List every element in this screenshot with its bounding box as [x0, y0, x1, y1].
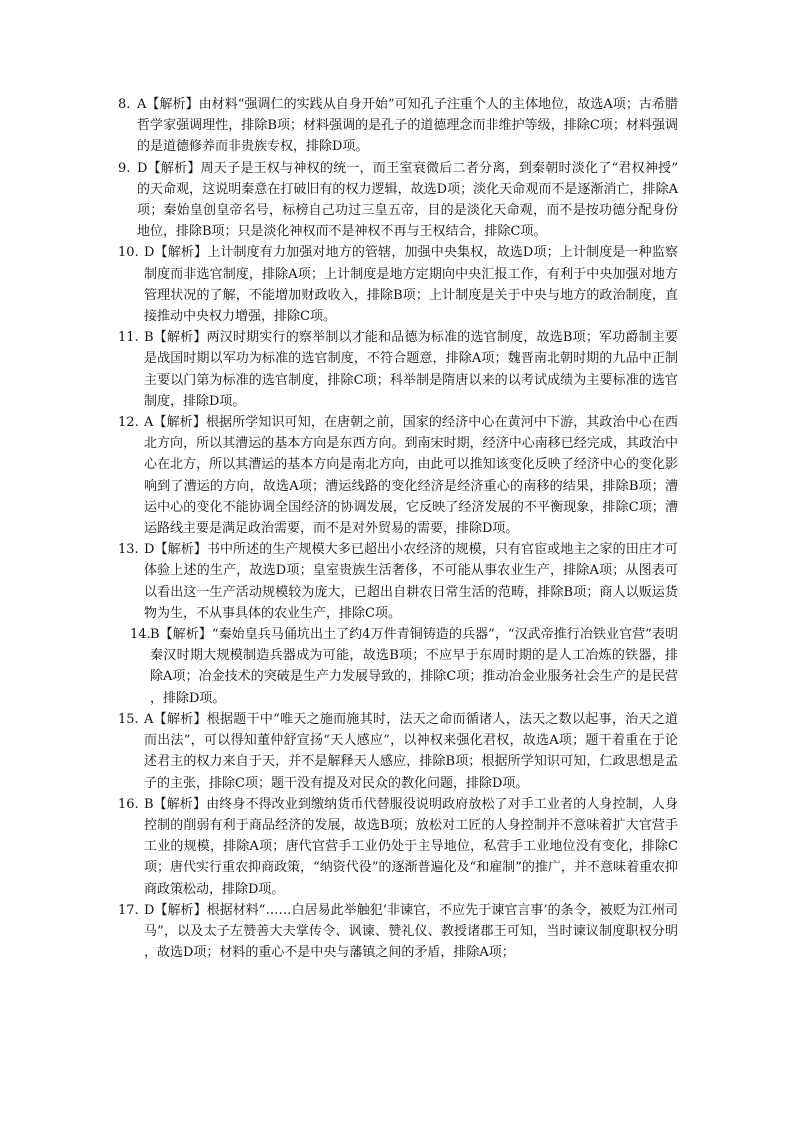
item-number: 12. — [118, 415, 139, 431]
item-number: 9. — [118, 160, 131, 176]
answer-item-12 — [118, 412, 678, 539]
item-text: B【解析】两汉时期实行的察举制以才能和品德为标准的选官制度，故选B项；军功爵制主要是战国时期以军功为标准的选官制度，不符合题意，排除A项；魏晋南北朝时期的九品中正制主要以门第为标准的选官制度，排除C项；科举制是隋唐以来的以考试成绩为主要标准的选官制度，排除D项。 — [144, 330, 678, 409]
item-number: 14. — [130, 627, 151, 643]
answer-item-11 — [118, 327, 678, 412]
item-text: A【解析】根据题干中“唯天之施而施其时，法天之命而循诸人，法天之数以起事，治天之道而出法”，可以得知董仲舒宣扬“天人感应”，以神权来强化君权，故选A项；题干着重在于论述君主的权力来自于天，并不是解释天人感应，排除B项；根据所学知识可知，仁政思想是孟子的主张，排除C项；题干没有提及对民众的教化问题，排除D项。 — [144, 711, 678, 791]
answer-item-15 — [118, 709, 678, 794]
item-number: 10. — [118, 245, 139, 261]
answer-item-16 — [118, 794, 678, 900]
answer-item-14 — [118, 624, 678, 709]
item-text: D【解析】上计制度有力加强对地方的管辖，加强中央集权，故选D项；上计制度是一种监察制度而非选官制度，排除A项；上计制度是地方定期向中央汇报工作，有利于中央加强对地方管理状况的了解，不能增加财政收入，排除B项；上计制度是关于中央与地方的政治制度，直接推动中央权力增强，排除C项。 — [144, 245, 678, 325]
item-text: A【解析】由材料“强调仁的实践从自身开始”可知孔子注重个人的主体地位，故选A项；古希腊哲学家强调理性，排除B项；材料强调的是孔子的道德理念而非维护等级，排除C项；材料强调的是道德修养而非贵族专权，排除D项。 — [137, 97, 678, 155]
item-text: D【解析】根据材料“……白居易此举触犯‘非谏官，不应先于谏官言事’的条令，被贬为江州司马”，以及太子左赞善大夫掌传令、讽谏、赞礼仪、教授诸郡王可知，当时谏议制度职权分明，故选D项；材料的重心不是中央与藩镇之间的矛盾，排除A项； — [144, 902, 678, 961]
item-text: D【解析】书中所述的生产规模大多已超出小农经济的规模，只有官宦或地主之家的田庄才可体验上述的生产，故选D项；皇室贵族生活奢侈，不可能从事农业生产，排除A项；从图表可以看出这一生产活动规模较为庞大，已超出自耕农日常生活的范畴，排除B项；商人以贩运货物为生，不从事具体的农业生产，排除C项。 — [144, 542, 678, 621]
answer-item-17 — [118, 900, 678, 964]
item-number: 11. — [118, 330, 139, 346]
item-number: 8. — [118, 97, 131, 112]
answer-item-8 — [118, 94, 678, 158]
item-number: 15. — [118, 711, 139, 727]
item-text: D【解析】周天子是王权与神权的统一，而王室衰微后二者分离，到秦朝时淡化了“君权神授”的天命观，这说明秦意在打破旧有的权力逻辑，故选D项；淡化天命观而不是逐渐消亡，排除A项；秦始皇创皇帝名号，标榜自己功过三皇五帝，目的是淡化天命观，而不是按功德分配身份地位，排除B项；只是淡化神权而不是神权不再与王权结合，排除C项。 — [137, 160, 678, 240]
item-number: 16. — [118, 796, 139, 812]
answer-item-10 — [118, 242, 678, 327]
answer-explanations — [118, 94, 678, 963]
answer-item-13 — [118, 539, 678, 624]
item-text: B【解析】“秦始皇兵马俑坑出土了约4万件青铜铸造的兵器”，“汉武帝推行冶铁业官营”表明秦汉时期大规模制造兵器成为可能，故选B项；不应早于东周时期的是人工冶炼的铁器，排除A项；冶金技术的突破是生产力发展导致的，排除C项；推动冶金业服务社会生产的是民营，排除D项。 — [150, 627, 678, 706]
answer-item-9 — [118, 158, 678, 243]
item-text: A【解析】根据所学知识可知，在唐朝之前，国家的经济中心在黄河中下游，其政治中心在西北方向，所以其漕运的基本方向是东西方向。到南宋时期，经济中心南移已经完成，其政治中心在北方，所以其漕运的基本方向是南北方向，由此可以推知该变化反映了经济中心的变化影响到了漕运的方向，故选A项；漕运线路的变化经济是经济重心的南移的结果，排除B项；漕运中心的变化不能协调全国经济的协调发展，它反映了经济发展的不平衡现象，排除C项；漕运路线主要是满足政治需要，而不是对外贸易的需要，排除D项。 — [144, 415, 678, 537]
item-number: 13. — [118, 542, 139, 558]
item-text: B【解析】由终身不得改业到缴纳货币代替服役说明政府放松了对手工业者的人身控制，人身控制的削弱有利于商品经济的发展，故选B项；放松对工匠的人身控制并不意味着扩大官营手工业的规模，排除A项；唐代官营手工业仍处于主导地位，私营手工业地位没有变化，排除C项；唐代实行重农抑商政策，“纳资代役”的逐渐普遍化及“和雇制”的推广，并不意味着重农抑商政策松动，排除D项。 — [144, 796, 678, 897]
item-number: 17. — [118, 902, 139, 918]
